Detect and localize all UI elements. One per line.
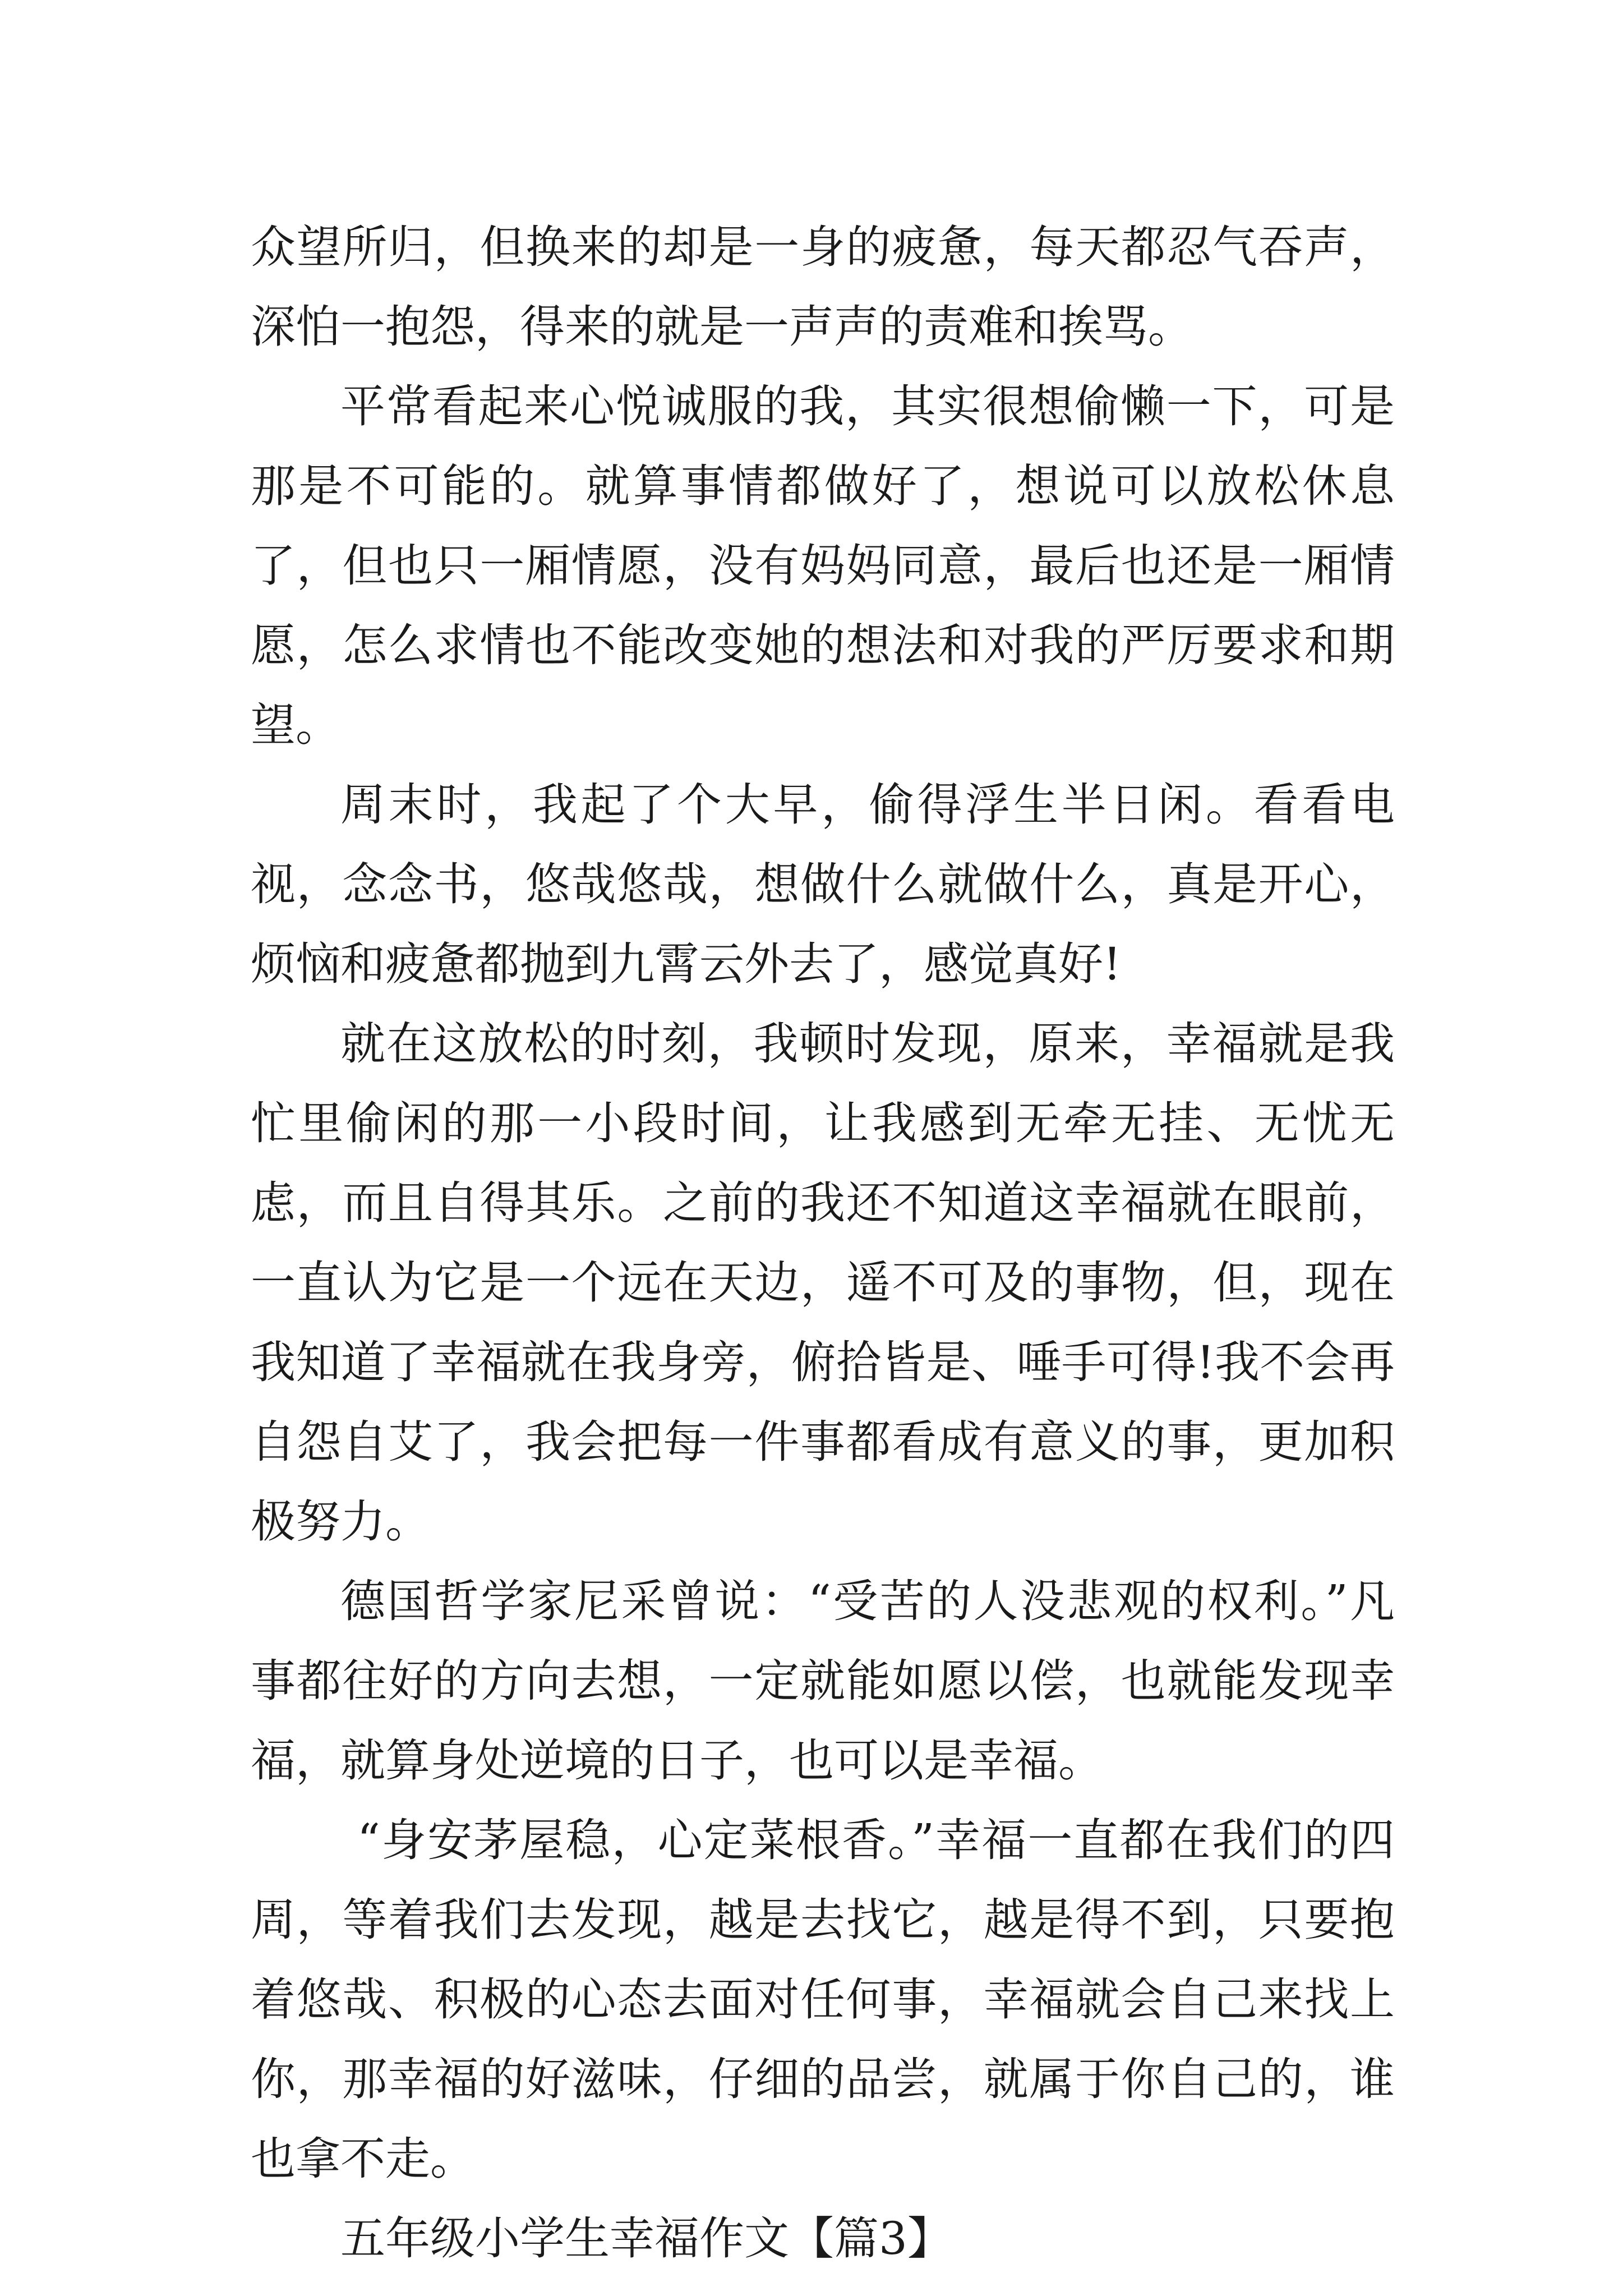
- paragraph: 德国哲学家尼采曾说：“受苦的人没悲观的权利。”凡事都往好的方向去想，一定就能如愿以偿，也就能发现幸福，就算身处逆境的日子，也可以是幸福。: [251, 1575, 1395, 1787]
- paragraph: 周末时，我起了个大早，偷得浮生半日闲。看看电视，念念书，悠哉悠哉，想做什么就做什么，真是开心，烦恼和疲惫都抛到九霄云外去了，感觉真好!: [251, 779, 1395, 990]
- paragraph: “身安茅屋稳，心定菜根香。”幸福一直都在我们的四周，等着我们去发现，越是去找它，越是得不到，只要抱着悠哉、积极的心态去面对任何事，幸福就会自己来找上你，那幸福的好滋味，仔细的品尝，就属于你自己的，谁也拿不走。: [251, 1814, 1395, 2185]
- paragraph: 就在这放松的时刻，我顿时发现，原来，幸福就是我忙里偷闲的那一小段时间，让我感到无牵无挂、无忧无虑，而且自得其乐。之前的我还不知道这幸福就在眼前，一直认为它是一个远在天边，遥不可及的事物，但，现在我知道了幸福就在我身旁，俯拾皆是、唾手可得!我不会再自怨自艾了，我会把每一件事都看成有意义的事，更加积极努力。: [251, 1018, 1395, 1548]
- paragraph: 平常看起来心悦诚服的我，其实很想偷懒一下，可是那是不可能的。就算事情都做好了，想说可以放松休息了，但也只一厢情愿，没有妈妈同意，最后也还是一厢情愿，怎么求情也不能改变她的想法和对我的严厉要求和期望。: [251, 380, 1395, 751]
- article-body: [251, 208, 1395, 2279]
- paragraph-continued: 众望所归，但换来的却是一身的疲惫，每天都忍气吞声，深怕一抱怨，得来的就是一声声的责难和挨骂。: [251, 221, 1395, 353]
- section-heading: 五年级小学生幸福作文【篇3】: [340, 2212, 952, 2265]
